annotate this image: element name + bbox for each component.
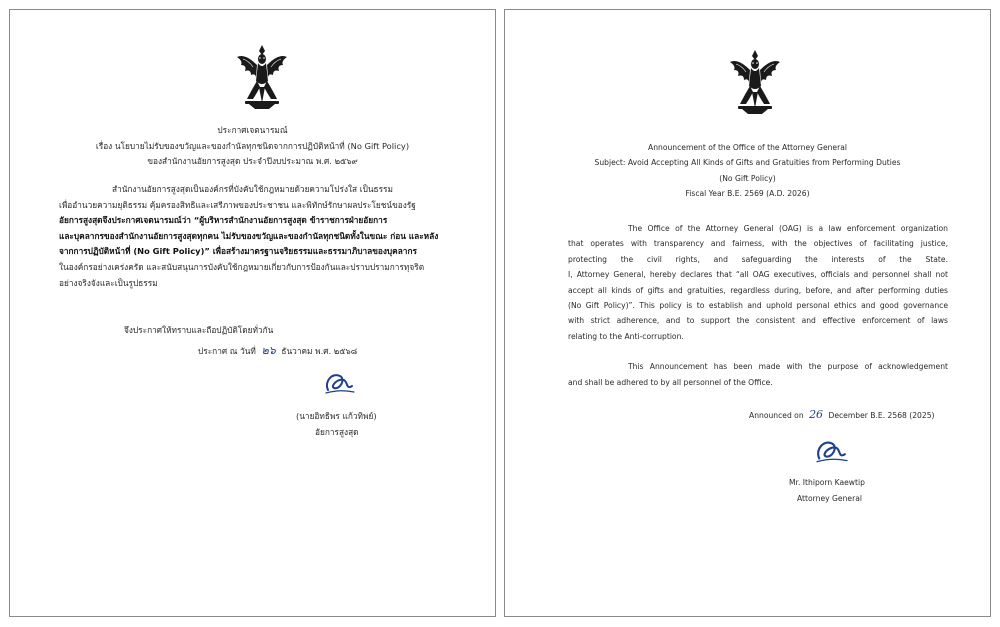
english-body-line: The Office of the Attorney General (OAG) is a law enforcement organization [628,224,948,233]
signature-icon [812,435,850,467]
thai-header-title: ประกาศเจตนารมณ์ [217,125,288,135]
english-body-line: relating to the Anti-corruption. [568,331,684,341]
thai-body-line: อย่างจริงจังและเป็นรูปธรรม [59,277,158,288]
english-signatory-name: Mr. Ithiporn Kaewtip [789,478,865,487]
thai-body-line: เพื่ออำนวยความยุติธรรม คุ้มครองสิทธิและเสรีภาพของประชาชน และพิทักษ์รักษาผลประโยชน์ของรัฐ [59,199,416,210]
english-header [505,140,990,202]
english-body-line: and shall be adhered to by all personnel of the Office. [568,377,773,387]
english-body-line: accept all kinds of gifts and gratuities, regardless during, before, and after performing duties [568,285,948,295]
english-paragraph-2 [568,359,948,390]
thai-body-line-text: และบุคลากรของสำนักงานอัยการสูงสุดทุกคน ไม่รับของขวัญและของกำนัลทุกชนิดทั้งในขณะ ก่อน และหลัง [59,230,439,241]
thai-signatory-name: (นายอิทธิพร แก้วทิพย์) [296,411,377,421]
thai-date-suffix: ธันวาคม พ.ศ. ๒๕๖๘ [281,346,358,356]
thai-signatory-title: อัยการสูงสุด [315,427,359,437]
thai-closing-line: จึงประกาศให้ทราบและถือปฏิบัติโดยทั่วกัน [124,325,274,335]
english-body-line: that operates with transparency and fairness, with the objectives of facilitating justice, [568,239,948,249]
thai-body-line-text: จากการปฏิบัติหน้าที่ (No Gift Policy)” เพื่อสร้างมาตรฐานจริยธรรมและธรรมาภิบาลของบุคลากร [59,246,417,257]
thai-body-line [59,229,459,245]
thai-body-line: สำนักงานอัยการสูงสุดเป็นองค์กรที่บังคับใช้กฎหมายด้วยความโปร่งใส เป็นธรรม [112,184,393,194]
thai-date-line [198,343,357,360]
thai-body-paragraph [59,182,459,291]
english-header-subject: Subject: Avoid Accepting All Kinds of Gifts and Gratuities from Performing Duties [594,158,901,168]
english-header-fiscal-year: Fiscal Year B.E. 2569 (A.D. 2026) [685,189,810,199]
thai-body-line: ในองค์กรอย่างเคร่งครัด และสนับสนุนการบังคับใช้กฎหมายเกี่ยวกับการป้องกันและปราบปรามการทุจริต [59,261,425,272]
english-body-line: (No Gift Policy)”. This policy is to establish and uphold personal ethics and good governance [568,301,948,311]
english-body-line: This Announcement has been made with the purpose of acknowledgement [628,362,948,372]
english-announced-day: 26 [809,408,824,421]
english-body-line: protecting the civil rights, and safeguarding the interests of the State. [568,254,948,264]
thai-announcement-page [9,9,496,617]
thai-date-prefix: ประกาศ ณ วันที่ [198,346,256,356]
english-announced-suffix: December B.E. 2568 (2025) [828,411,935,420]
english-header-policy: (No Gift Policy) [719,173,776,183]
english-header-title: Announcement of the Office of the Attorney General [648,143,847,152]
garuda-emblem-icon [726,48,784,116]
english-body [568,221,948,390]
english-body-line: I, Attorney General, hereby declares that “all OAG executives, officials and personnel shall not [568,270,948,280]
thai-header [10,123,495,170]
signature-icon [322,368,356,398]
thai-header-subject: เรื่อง นโยบายไม่รับของขวัญและของกำนัลทุกชนิดจากการปฏิบัติหน้าที่ (No Gift Policy) [95,140,410,151]
english-signatory-title: Attorney General [797,494,862,503]
english-announcement-page [504,9,991,617]
thai-body-line [59,244,459,260]
thai-body-line-text: อัยการสูงสุดจึงประกาศเจตนารมณ์ว่า “ผู้บริหารสำนักงานอัยการสูงสุด ข้าราชการฝ่ายอัยการ [59,215,388,226]
garuda-emblem-icon [233,43,291,111]
english-announced-line [749,407,935,423]
english-paragraph-1 [568,221,948,344]
thai-body-line [59,213,459,229]
thai-date-day: ๒๖ [261,344,276,357]
english-body-line: with strict adherence, and to support the consistent and effective enforcement of laws [568,316,948,326]
thai-header-fiscal-year: ของสำนักงานอัยการสูงสุด ประจำปีงบประมาณ พ.ศ. ๒๕๖๙ [147,156,358,167]
english-announced-prefix: Announced on [749,411,804,420]
